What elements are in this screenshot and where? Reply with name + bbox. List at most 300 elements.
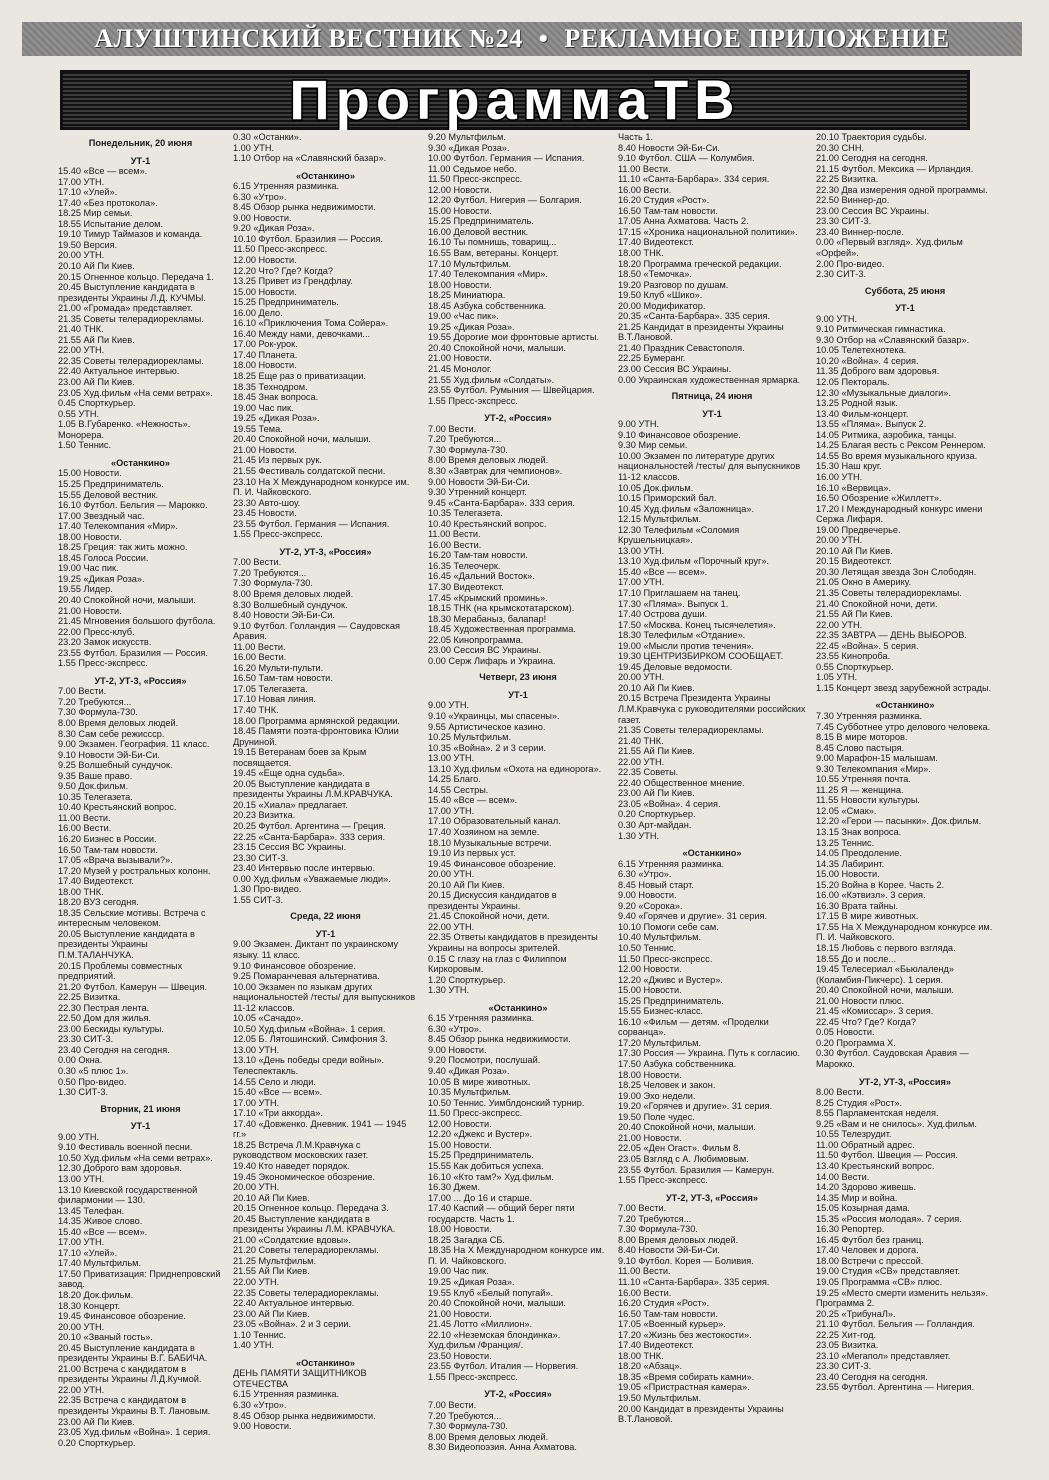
program-entry: 22.35 Советы телерадиорекламы. — [58, 355, 204, 366]
program-entry: 6.15 Утренняя разминка. — [428, 1013, 535, 1024]
program-entry: 16.20 Там-там новости. — [428, 550, 528, 561]
program-entry: 19.25 «Дикая Роза». — [428, 321, 515, 332]
program-entry: 17.40 Видеотекст. — [618, 1340, 694, 1351]
program-entry: 0.20 Программа Х. — [816, 1037, 896, 1048]
program-entry: 20.40 Спокойной ночи, малыши. — [58, 594, 196, 605]
program-entry: 11.00 Вести. — [618, 1266, 671, 1277]
program-entry: 21.00 Сегодня на сегодня. — [816, 153, 928, 164]
program-entry: 19.00 Студия «СВ» представляет. — [816, 1266, 961, 1277]
program-entry: 23.40 Сегодня на сегодня. — [58, 1044, 170, 1055]
program-entry: 21.15 Футбол. Мексика — Ирландия. — [816, 163, 974, 174]
program-entry: 15.00 Новости. — [816, 869, 880, 880]
program-entry: 18.35 На X Международном конкурсе им. П. И. Чайковского. — [428, 1245, 605, 1266]
program-entry: 22.50 Виннер-до. — [816, 195, 890, 206]
program-entry: 23.30 СИТ-3. — [58, 1034, 114, 1045]
program-entry: 9.00 Экзамен. География. 11 класс. — [58, 739, 210, 750]
program-entry: 19.25 «Дикая Роза». — [233, 413, 320, 424]
program-entry: 7.30 Утренняя разминка. — [816, 710, 923, 721]
program-entry: 9.10 Новости Эй-Би-Си. — [58, 749, 160, 760]
program-entry: 16.35 Телеочерк. — [428, 560, 501, 571]
schedule-column-1 — [58, 132, 223, 1472]
program-entry: 18.25 Миниатюра. — [428, 290, 506, 301]
program-entry: 20.25 Футбол. Аргентина — Греция. — [233, 821, 386, 831]
program-entry: 10.10 Помоги себе сам. — [618, 921, 719, 932]
program-entry: 20.00 УТН. — [58, 1321, 105, 1332]
program-entry: 17.00 УТН. — [58, 176, 105, 187]
program-entry: 7.30 Формула-730. — [428, 1421, 508, 1432]
program-entry: 0.30 Арт-майдан. — [618, 820, 692, 830]
program-entry: 8.30 Волшебный сундучок. — [233, 599, 348, 610]
program-entry: 20.10 Ай Пи Киев. — [233, 1192, 310, 1203]
program-entry: 16.10 Футбол. Бельгия — Марокко. — [58, 500, 208, 511]
program-entry: 1.05 УТН. — [816, 672, 858, 683]
program-entry: 11.00 Седьмое небо. — [428, 163, 517, 174]
program-entry: 7.20 Требуются... — [428, 434, 502, 445]
program-entry: 0.00 Серж Лифарь и Украина. — [428, 655, 556, 666]
program-entry: 17.20 Мультфильм. — [618, 1037, 702, 1048]
program-entry: 16.50 Там-там новости. — [58, 844, 158, 855]
program-entry: 23.15 Сессия ВС Украины. — [233, 842, 347, 853]
program-entry: 10.35 «Война». 2 и 3 серии. — [428, 742, 547, 753]
program-entry: 22.05 «Ден Огаст». Фильм 8. — [618, 1143, 741, 1154]
program-entry: 23.00 Ай Пи Киев. — [58, 1416, 135, 1427]
program-entry: 17.40 Телекомпания «Мир». — [428, 269, 548, 280]
program-entry: 9.00 Новости Эй-Би-Си. — [428, 476, 530, 487]
program-entry: 15.20 Война в Корее. Часть 2. — [816, 879, 945, 890]
program-entry: 14.35 Живое слово. — [58, 1216, 143, 1227]
program-entry: 12.20 «Дживс и Вустер». — [618, 974, 723, 985]
program-entry: 17.40 Человек и дорога. — [816, 1245, 919, 1256]
program-entry: 1.55 Пресс-экспресс. — [428, 395, 518, 406]
program-entry: 12.20 «Джекс и Вустер». — [428, 1129, 533, 1140]
program-entry: 19.50 Версия. — [58, 239, 118, 250]
program-entry: 23.00 Сессия ВС Украины. — [816, 205, 930, 216]
channel-heading: УТ-2, УТ-3, «Россия» — [858, 1076, 952, 1087]
program-entry: 9.10 Ритмическая гимнастика. — [816, 324, 946, 335]
program-entry: 16.55 Вам, ветераны. Концерт. — [428, 248, 559, 259]
program-entry: 18.25 Мир семьи. — [58, 208, 133, 219]
program-entry: 20.10 «Званый гость». — [58, 1332, 153, 1343]
program-entry: 14.25 Благо. — [428, 774, 481, 785]
header-supplement: РЕКЛАМНОЕ ПРИЛОЖЕНИЕ — [564, 24, 950, 53]
program-entry: 21.00 Новости. — [618, 1132, 682, 1143]
program-entry: 12.20 «Герои — пасынки». Док.фильм. — [816, 816, 982, 827]
program-entry: 21.00 «Солдатские вдовы». — [233, 1234, 351, 1245]
program-entry: 19.50 Мультфильм. — [618, 1392, 702, 1403]
program-entry: 12.05 Б. Лятошинский. Симфония 3. — [233, 1034, 388, 1045]
program-entry: 11.50 Пресс-экспресс. — [233, 244, 328, 255]
program-entry: 19.00 «Час пик». — [428, 311, 499, 322]
day-heading: Пятница, 24 июня — [671, 391, 753, 402]
program-entry: 23.00 Ай Пи Киев. — [58, 377, 135, 388]
program-entry: 20.10 Ай Пи Киев. — [428, 879, 505, 890]
day-heading: Суббота, 25 июня — [864, 285, 946, 296]
program-entry: 8.45 Обзор рынка недвижимости. — [428, 1034, 571, 1045]
program-entry: 0.30 «5 плюс 1». — [58, 1066, 129, 1077]
program-entry: 8.30 «Завтрак для чемпионов». — [428, 465, 563, 476]
header-title: АЛУШТИНСКИЙ ВЕСТНИК №24 — [94, 24, 523, 53]
program-entry: 22.00 УТН. — [58, 1384, 105, 1395]
program-entry: 21.45 Мгновения большого футбола. — [58, 616, 216, 627]
program-entry: 20.15 Видеотекст. — [816, 556, 892, 567]
program-entry: 22.35 Встреча с кандидатом в президенты Украины В.Т. Лановым. — [58, 1395, 211, 1416]
program-entry: 21.45 Лотто «Миллион». — [428, 1319, 533, 1330]
program-entry: 7.00 Вести. — [58, 686, 107, 697]
program-entry: 23.55 Футбол. Румыния — Швейцария. — [428, 385, 595, 396]
program-entry: 15.55 Бизнес-класс. — [618, 1006, 704, 1017]
program-entry: 17.05 Анна Ахматова. Часть 2. — [618, 216, 749, 227]
schedule-column-3 — [428, 132, 608, 1472]
program-entry: 13.45 Телефан. — [58, 1205, 125, 1216]
program-entry: 20.00 Кандидат в президенты Украины В.Т.Лановой. — [618, 1403, 784, 1425]
program-entry: 15.40 «Все — всем». — [58, 166, 148, 177]
program-entry: 20.30 Летящая звезда Зон Слободян. — [816, 566, 977, 577]
program-entry: 22.35 Советы. — [618, 767, 679, 778]
program-entry: 8.45 Слово пастыря. — [816, 742, 905, 753]
program-entry: 18.00 Встречи с прессой. — [816, 1255, 924, 1266]
program-entry: 23.20 Замок искусств. — [58, 637, 152, 648]
program-entry: 13.10 Худ.фильм «Охота на единорога». — [428, 763, 602, 774]
program-entry: 10.05 Телетехнотека. — [816, 345, 907, 356]
program-entry: 13.15 Знак вопроса. — [816, 827, 902, 837]
schedule-column-2 — [233, 132, 418, 1472]
program-entry: 12.05 Пектораль. — [816, 377, 890, 388]
program-entry: 22.00 УТН. — [428, 921, 475, 932]
program-entry: 7.20 Требуются... — [233, 567, 307, 578]
program-entry: 19.25 «Дикая Роза». — [58, 573, 145, 584]
program-entry: 19.20 Разговор по душам. — [618, 279, 729, 290]
program-entry: 16.20 Студия «Рост». — [618, 1298, 710, 1309]
program-entry: 14.05 Ритмика, аэробика, танцы. — [816, 429, 957, 440]
program-entry: 16.00 «Кэтвизл». 3 серия. — [816, 890, 926, 901]
program-entry: 18.55 Испытание делом. — [58, 218, 164, 229]
program-entry: 19.55 Дорогие мои фронтовые артисты. — [428, 332, 599, 343]
program-entry: 19.00 Час пик. — [233, 402, 294, 413]
program-entry: 19.50 Клуб «Шико». — [618, 290, 703, 301]
program-entry: 1.55 Пресс-экспресс. — [428, 1371, 518, 1382]
program-entry: 21.55 Ай Пи Киев. — [816, 609, 893, 620]
program-entry: 20.40 Спокойной ночи, малыши. — [428, 342, 566, 353]
program-entry: 16.20 Бизнес в России. — [58, 834, 157, 844]
program-entry: 13.55 «Пляма». Выпуск 2. — [816, 419, 927, 430]
program-entry: 18.00 Новости. — [428, 279, 492, 290]
program-entry: 15.55 Как добиться успеха. — [428, 1160, 544, 1171]
program-entry: 12.20 Что? Где? Когда? — [233, 265, 334, 276]
program-entry: 9.10 «Украинцы, мы спасены». — [428, 710, 560, 721]
program-entry: 8.40 Новости Эй-Би-Си. — [618, 1245, 720, 1256]
program-entry: 18.25 Человек и закон. — [618, 1080, 716, 1091]
program-entry: 22.25 «Санта-Барбара». 333 серия. — [233, 831, 386, 842]
program-entry: 12.15 Мультфильм. — [618, 514, 702, 525]
program-entry: 19.55 Лидер. — [58, 584, 113, 595]
program-entry: 17.10 Приглашаем на танец. — [618, 587, 741, 598]
program-entry: 16.40 Между нами, девочками... — [233, 328, 371, 339]
program-entry: 9.00 Экзамен. Диктант по украинскому языку. 11 класс. — [233, 939, 399, 961]
program-entry: 10.40 Крестьянский вопрос. — [58, 802, 177, 813]
program-entry: 11.10 «Санта-Барбара». 334 серия. — [618, 174, 770, 185]
tv-schedule — [58, 132, 1024, 1472]
program-entry: 6.30 «Утро». — [428, 1023, 482, 1034]
program-entry: 21.55 Фестиваль солдатской песни. — [233, 465, 386, 476]
program-entry: 20.00 УТН. — [618, 672, 665, 683]
program-entry: 10.40 Мультфильм. — [618, 932, 702, 943]
program-entry: 1.55 СИТ-3. — [233, 894, 284, 905]
program-entry: 17.10 Образовательный канал. — [428, 816, 561, 827]
program-entry: 16.30 Репортер. — [816, 1224, 885, 1235]
program-entry: 9.00 УТН. — [816, 313, 858, 324]
program-entry: 1.30 УТН. — [618, 830, 660, 841]
program-entry: 9.00 УТН. — [428, 700, 470, 711]
program-entry: 23.30 Авто-шоу. — [233, 497, 301, 508]
program-entry: 19.00 Предвечерье. — [816, 524, 901, 535]
program-entry: 10.10 Футбол. Бразилия — Россия. — [233, 233, 383, 244]
program-entry: 19.50 Поле чудес. — [618, 1111, 695, 1122]
program-entry: 9.10 Финансовое обозрение. — [618, 429, 741, 440]
program-entry: 23.30 СИТ-3. — [233, 852, 289, 863]
program-entry: 22.45 «Война». 5 серия. — [816, 640, 919, 651]
program-entry: 0.20 Спорткурьер. — [58, 1437, 136, 1448]
program-entry: 19.45 Телесериал «Бьюлаленд» (Коламбия-Пикчерс). 1 серия. — [816, 964, 954, 985]
program-entry: 22.40 Актуальное интервью. — [233, 1298, 355, 1309]
program-entry: 23.00 Сессия ВС Украины. — [428, 645, 542, 656]
program-entry: 16.00 Вести. — [618, 184, 672, 195]
program-entry: 12.30 Доброго вам здоровья. — [58, 1163, 182, 1174]
program-entry: 9.00 Новости. — [428, 1044, 487, 1055]
program-entry: 0.45 Спорткурьер. — [58, 398, 136, 409]
program-entry: 11.50 Пресс-экспресс. — [428, 174, 523, 185]
program-entry: 6.30 «Утро». — [233, 191, 287, 202]
channel-heading: «Останкино» — [295, 170, 356, 181]
program-entry: 17.40 Мультфильм. — [58, 1258, 142, 1269]
program-entry: 22.00 УТН. — [618, 756, 665, 767]
program-entry: 15.40 «Все — всем». — [233, 1087, 323, 1098]
program-entry: 23.55 Футбол. Германия — Испания. — [233, 518, 390, 529]
channel-heading: УТ-1 — [315, 928, 336, 939]
program-entry: 22.25 Визитка. — [816, 174, 879, 185]
program-entry: 12.00 Новости. — [233, 255, 297, 266]
program-entry: 19.00 Час пик. — [428, 1266, 489, 1277]
program-entry: 16.30 Джем. — [428, 1182, 480, 1193]
program-entry: 6.15 Утренняя разминка. — [233, 1389, 340, 1400]
program-entry: 18.00 Новости. — [58, 531, 122, 542]
program-entry: 23.10 «Мегапол» представляет. — [816, 1350, 951, 1361]
program-entry: 1.30 Про-видео. — [233, 884, 302, 895]
program-entry: 17.40 Видеотекст. — [618, 237, 694, 248]
program-entry: 8.40 Новости Эй-Би-Си. — [233, 610, 335, 621]
program-entry: 20.40 Спокойной ночи, малыши. — [233, 434, 371, 445]
program-entry: 19.45 Финансовое обозрение. — [428, 858, 556, 869]
program-entry: 21.25 Мультфильм. — [233, 1255, 317, 1266]
program-entry: 23.00 Ай Пи Киев. — [618, 788, 695, 799]
program-entry: 7.00 Вести. — [233, 557, 282, 568]
program-entry: 10.05 В мире животных. — [428, 1076, 531, 1087]
program-entry: 21.00 Встреча с кандидатом в президенты Украины Л.Д.Кучмой. — [58, 1363, 202, 1385]
program-entry: 20.00 УТН. — [58, 250, 105, 261]
program-entry: 9.00 Новости. — [233, 1421, 292, 1432]
program-entry: 20.45 Выступление кандидата в президенты Украины Л.Д. КУЧМЫ. — [58, 282, 206, 303]
program-entry: 15.25 Предприниматель. — [428, 216, 534, 227]
channel-heading: УТ-1 — [895, 303, 915, 314]
program-entry: 23.30 СИТ-3. — [816, 216, 872, 227]
program-entry: 10.50 Худ.фильм «На семи ветрах». — [58, 1152, 213, 1163]
program-entry: 20.15 Встреча Президента Украины Л.М.Кравчука с руководителями российских газет. — [618, 693, 806, 725]
program-entry: 21.40 ТНК. — [618, 735, 664, 746]
program-entry: 10.35 Телегазета. — [58, 791, 133, 802]
program-entry: 17.50 Азбука собственника. — [618, 1059, 737, 1070]
program-entry: 23.05 Взгляд с А. Любимовым. — [618, 1153, 749, 1164]
program-entry: 9.10 Футбол. США — Колумбия. — [618, 153, 755, 164]
program-entry: 22.00 Пресс-клуб. — [58, 626, 135, 637]
program-entry: 8.25 Студия «Рост». — [816, 1097, 903, 1108]
program-entry: 22.25 Бумеранг. — [618, 353, 686, 364]
program-entry: 2.30 СИТ-3. — [816, 269, 867, 280]
program-entry: 18.20 Программа греческой редакции. — [618, 258, 782, 269]
program-entry: 17.05 «Военный курьер». — [618, 1319, 726, 1330]
program-entry: 16.30 Врата тайны. — [816, 900, 899, 911]
program-entry: 8.15 В мире моторов. — [816, 732, 908, 743]
program-entry: 18.25 Еще раз о приватизации. — [233, 371, 366, 382]
program-entry: 19.00 Час пик. — [58, 563, 119, 574]
program-entry: 21.40 Праздник Севастополя. — [618, 342, 745, 353]
program-entry: 0.00 Украинская художественная ярмарка. — [618, 374, 801, 385]
program-entry: 13.40 Крестьянский вопрос. — [816, 1160, 935, 1171]
program-entry: 21.55 Ай Пи Киев. — [233, 1266, 310, 1277]
program-entry: 19.30 ЦЕНТРИЗБИРКОМ СООБЩАЕТ. — [618, 651, 784, 662]
program-entry: 7.00 Вести. — [428, 1399, 477, 1410]
program-entry: 21.20 Футбол. Камерун — Швеция. — [58, 981, 208, 992]
program-entry: 7.00 Вести. — [618, 1203, 667, 1214]
program-entry: 16.00 Вести. — [58, 823, 112, 834]
program-entry: 14.20 Здорово живешь. — [816, 1182, 917, 1193]
program-entry: 21.45 «Комиссар». 3 серия. — [816, 1006, 934, 1017]
program-entry: 21.45 Спокойной ночи, дети. — [428, 911, 550, 922]
program-entry: 21.35 Советы телерадиорекламы. — [816, 587, 962, 598]
program-entry: 1.55 Пресс-экспресс. — [618, 1175, 708, 1186]
program-entry: 19.15 Ветеранам боев за Крым посвящается. — [233, 747, 367, 768]
program-entry: 14.05 Преодоление. — [816, 848, 902, 859]
program-entry: 21.00 Новости. — [233, 444, 297, 455]
program-entry: 22.40 Актуальное интервью. — [58, 366, 180, 377]
program-entry: 20.10 Ай Пи Киев. — [618, 682, 695, 693]
program-entry: 0.55 Спорткурьер. — [816, 661, 894, 672]
program-entry: 15.40 «Все — всем». — [618, 566, 708, 577]
program-entry: 14.55 Село и люди. — [233, 1076, 316, 1087]
program-entry: 23.05 Худ.фильм «Война». 1 серия. — [58, 1427, 211, 1438]
program-entry: 18.45 Азбука собственника. — [428, 300, 547, 311]
program-entry: 23.05 «Война». 4 серия. — [618, 798, 721, 809]
channel-heading: УТ-2, УТ-3, «Россия» — [94, 675, 187, 686]
channel-heading: УТ-2, УТ-3, «Россия» — [665, 1192, 759, 1203]
program-entry: 8.00 Время деловых людей. — [428, 455, 549, 466]
program-entry: 22.00 УТН. — [816, 619, 863, 630]
program-entry: 17.10 «Три аккорда». — [233, 1108, 323, 1119]
program-entry: 9.25 Волшебный сундучок. — [58, 760, 173, 771]
schedule-column-5 — [816, 132, 994, 1472]
program-entry: 16.20 Студия «Рост». — [618, 195, 710, 206]
program-entry: 0.00 Окна. — [58, 1055, 103, 1066]
program-entry: 9.30 Утренний концерт. — [428, 487, 527, 498]
program-entry: 9.30 «Дикая Роза». — [428, 142, 510, 153]
program-entry: 1.30 УТН. — [428, 985, 470, 996]
program-entry: 18.45 Знак вопроса. — [233, 392, 319, 403]
program-entry: 10.00 Футбол. Германия — Испания. — [428, 153, 585, 164]
program-entry: 16.00 Вести. — [233, 652, 287, 663]
program-entry: 9.20 Мультфильм. — [428, 132, 506, 142]
program-entry: 13.25 Привет из Грендфлау. — [233, 276, 353, 287]
program-entry: 23.05 Худ.фильм «На семи ветрах». — [58, 387, 213, 398]
program-entry: 11.50 Пресс-экспресс. — [428, 1108, 523, 1119]
program-entry: 15.30 Наш круг. — [816, 461, 882, 472]
program-entry: 7.30 Формула-730. — [428, 444, 508, 455]
program-entry: 10.25 Мультфильм. — [428, 732, 512, 743]
program-entry: 16.10 Ты помнишь, товарищ... — [428, 237, 557, 248]
program-entry: 2.00 Про-видео. — [816, 258, 885, 269]
program-entry: 15.55 Деловой вестник. — [58, 489, 159, 500]
program-entry: 17.00 Звездный час. — [58, 510, 145, 521]
program-entry: 9.20 «Сорока». — [618, 900, 683, 911]
newspaper-header — [22, 22, 1022, 56]
channel-heading: «Останкино» — [682, 848, 742, 859]
program-entry: 0.50 Про-видео. — [58, 1076, 127, 1087]
program-entry: 16.10 «Приключения Тома Сойера». — [233, 318, 389, 329]
program-entry: 15.25 Предприниматель. — [58, 478, 164, 489]
program-entry: 7.00 Вести. — [428, 423, 477, 434]
program-entry: 17.40 Острова души. — [618, 609, 708, 620]
banner-graphic — [60, 70, 970, 130]
program-entry: 23.45 Новости. — [233, 508, 297, 519]
program-entry: 8.45 Обзор рынка недвижимости. — [233, 1410, 376, 1421]
program-entry: 10.55 Телезрудит. — [816, 1129, 892, 1140]
program-entry: 0.30 Футбол. Саудовская Аравия — Марокко. — [816, 1048, 969, 1070]
program-entry: 15.40 «Все — всем». — [58, 1226, 148, 1237]
program-entry: 21.55 Ай Пи Киев. — [58, 334, 135, 345]
program-entry: 9.00 УТН. — [618, 419, 660, 430]
program-entry: 7.30 Формула-730. — [58, 707, 138, 718]
program-entry: 19.25 «Место смерти изменить нельзя». Программа 2. — [816, 1287, 989, 1309]
program-entry: 19.55 Клуб «Белый попугай». — [428, 1287, 554, 1298]
program-entry: 1.00 УТН. — [233, 142, 275, 153]
program-entry: 9.10 Футбол. Голландия — Саудовская Аравия. — [233, 620, 400, 642]
program-entry: 8.30 Видеопоэзия. Анна Ахматова. — [428, 1442, 577, 1453]
program-entry: 20.40 Спокойной ночи, малыши. — [428, 1298, 566, 1309]
program-entry: 19.20 «Горячев и другие». 31 серия. — [618, 1101, 773, 1112]
channel-heading: «Останкино» — [488, 1002, 548, 1013]
program-entry: 17.10 Мультфильм. — [428, 258, 512, 269]
program-entry: 21.25 Кандидат в президенты Украины В.Т.Лановой. — [618, 321, 784, 343]
program-entry: 23.55 Футбол. Бразилия — Россия. — [58, 647, 208, 658]
program-entry: 20.45 Выступление кандидата в президенты Украины Л.М. КРАВЧУКА. — [233, 1213, 396, 1235]
program-entry: 0.30 «Останки». — [233, 132, 302, 142]
program-entry: 11.35 Доброго вам здоровья. — [816, 366, 940, 377]
program-entry: 19.45 Финансовое обозрение. — [58, 1311, 186, 1322]
program-entry: 11.00 Вести. — [618, 163, 671, 174]
program-entry: 15.00 Новости. — [428, 1139, 492, 1150]
day-heading: Понедельник, 20 июня — [88, 138, 193, 148]
program-entry: 8.00 Вести. — [816, 1087, 865, 1098]
program-entry: 16.00 Дело. — [233, 307, 283, 318]
program-entry: 8.00 Время деловых людей. — [618, 1234, 739, 1245]
program-entry: 18.50 «Темочка». — [618, 269, 692, 280]
program-entry: 9.10 Фестиваль военной песни. — [58, 1142, 193, 1153]
program-entry: 21.05 Окно в Америку. — [816, 577, 912, 588]
program-entry: 9.00 Новости. — [233, 212, 292, 223]
program-entry: Часть 1. — [618, 132, 654, 142]
program-entry: 23.55 Футбол. Бразилия — Камерун. — [618, 1164, 775, 1175]
program-entry: 8.40 Новости Эй-Би-Си. — [618, 142, 720, 153]
program-entry: 17.30 «Пляма». Выпуск 1. — [618, 598, 729, 609]
program-entry: 12.00 Новости. — [618, 964, 682, 975]
program-entry: 11.55 Новости культуры. — [816, 795, 920, 806]
